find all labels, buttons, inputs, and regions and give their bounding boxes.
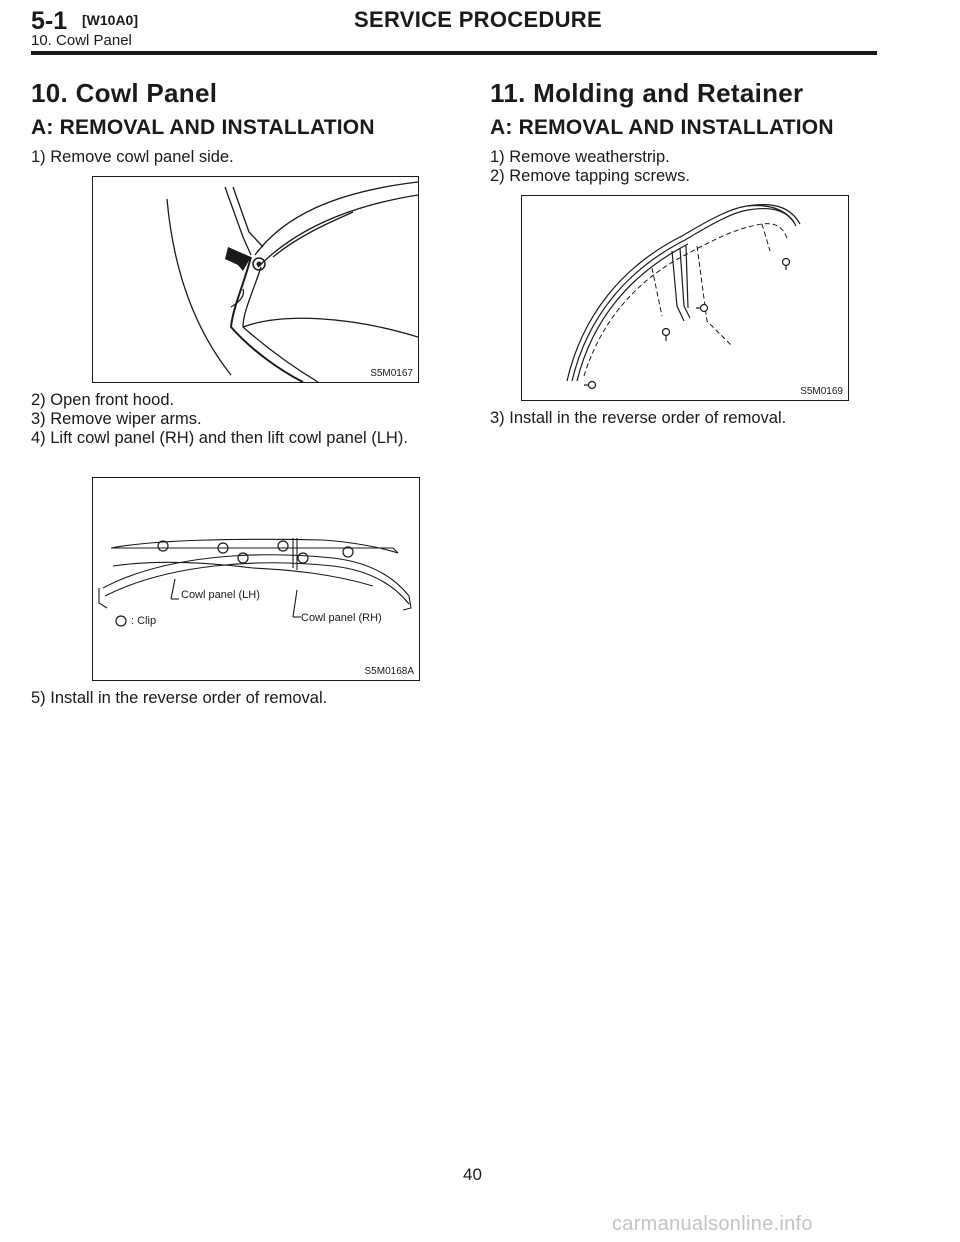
step-2: 2) Remove tapping screws.: [490, 167, 690, 185]
figure-id: S5M0169: [800, 386, 843, 397]
step-5: 5) Install in the reverse order of removal.: [31, 689, 328, 707]
label-cowl-panel-rh: Cowl panel (RH): [301, 612, 382, 624]
subsection-title-removal: A: REMOVAL AND INSTALLATION: [490, 116, 834, 139]
figure-molding-retainer: [521, 195, 849, 401]
figure-id: S5M0168A: [364, 666, 414, 677]
step-2: 2) Open front hood.: [31, 391, 175, 409]
page-number: 40: [463, 1165, 482, 1184]
molding-illustration: [522, 196, 848, 400]
label-cowl-panel-lh: Cowl panel (LH): [181, 589, 260, 601]
figure-cowl-panel-side: [92, 176, 419, 383]
step-4: 4) Lift cowl panel (RH) and then lift cowl panel (LH).: [31, 429, 408, 447]
legend-clip: : Clip: [131, 615, 157, 627]
page-header-subtitle: 10. Cowl Panel: [31, 32, 132, 49]
section-code: 5-1: [31, 7, 68, 35]
figure-id: S5M0167: [370, 368, 413, 379]
section-code-bracket: [W10A0]: [82, 12, 139, 28]
step-3: 3) Remove wiper arms.: [31, 410, 202, 428]
page-header-title: SERVICE PROCEDURE: [354, 7, 602, 32]
watermark: carmanualsonline.info: [612, 1213, 813, 1235]
cowl-panel-illustration: [93, 478, 419, 680]
section-title-molding-retainer: 11. Molding and Retainer: [490, 78, 804, 108]
step-3: 3) Install in the reverse order of removal.: [490, 409, 787, 427]
step-1: 1) Remove cowl panel side.: [31, 148, 234, 166]
figure-cowl-panel-lh-rh: [92, 477, 420, 681]
header-divider: [31, 51, 877, 55]
step-1: 1) Remove weatherstrip.: [490, 148, 670, 166]
section-title-cowl-panel: 10. Cowl Panel: [31, 78, 218, 108]
subsection-title-removal: A: REMOVAL AND INSTALLATION: [31, 116, 375, 139]
cowl-side-illustration: [93, 177, 418, 382]
